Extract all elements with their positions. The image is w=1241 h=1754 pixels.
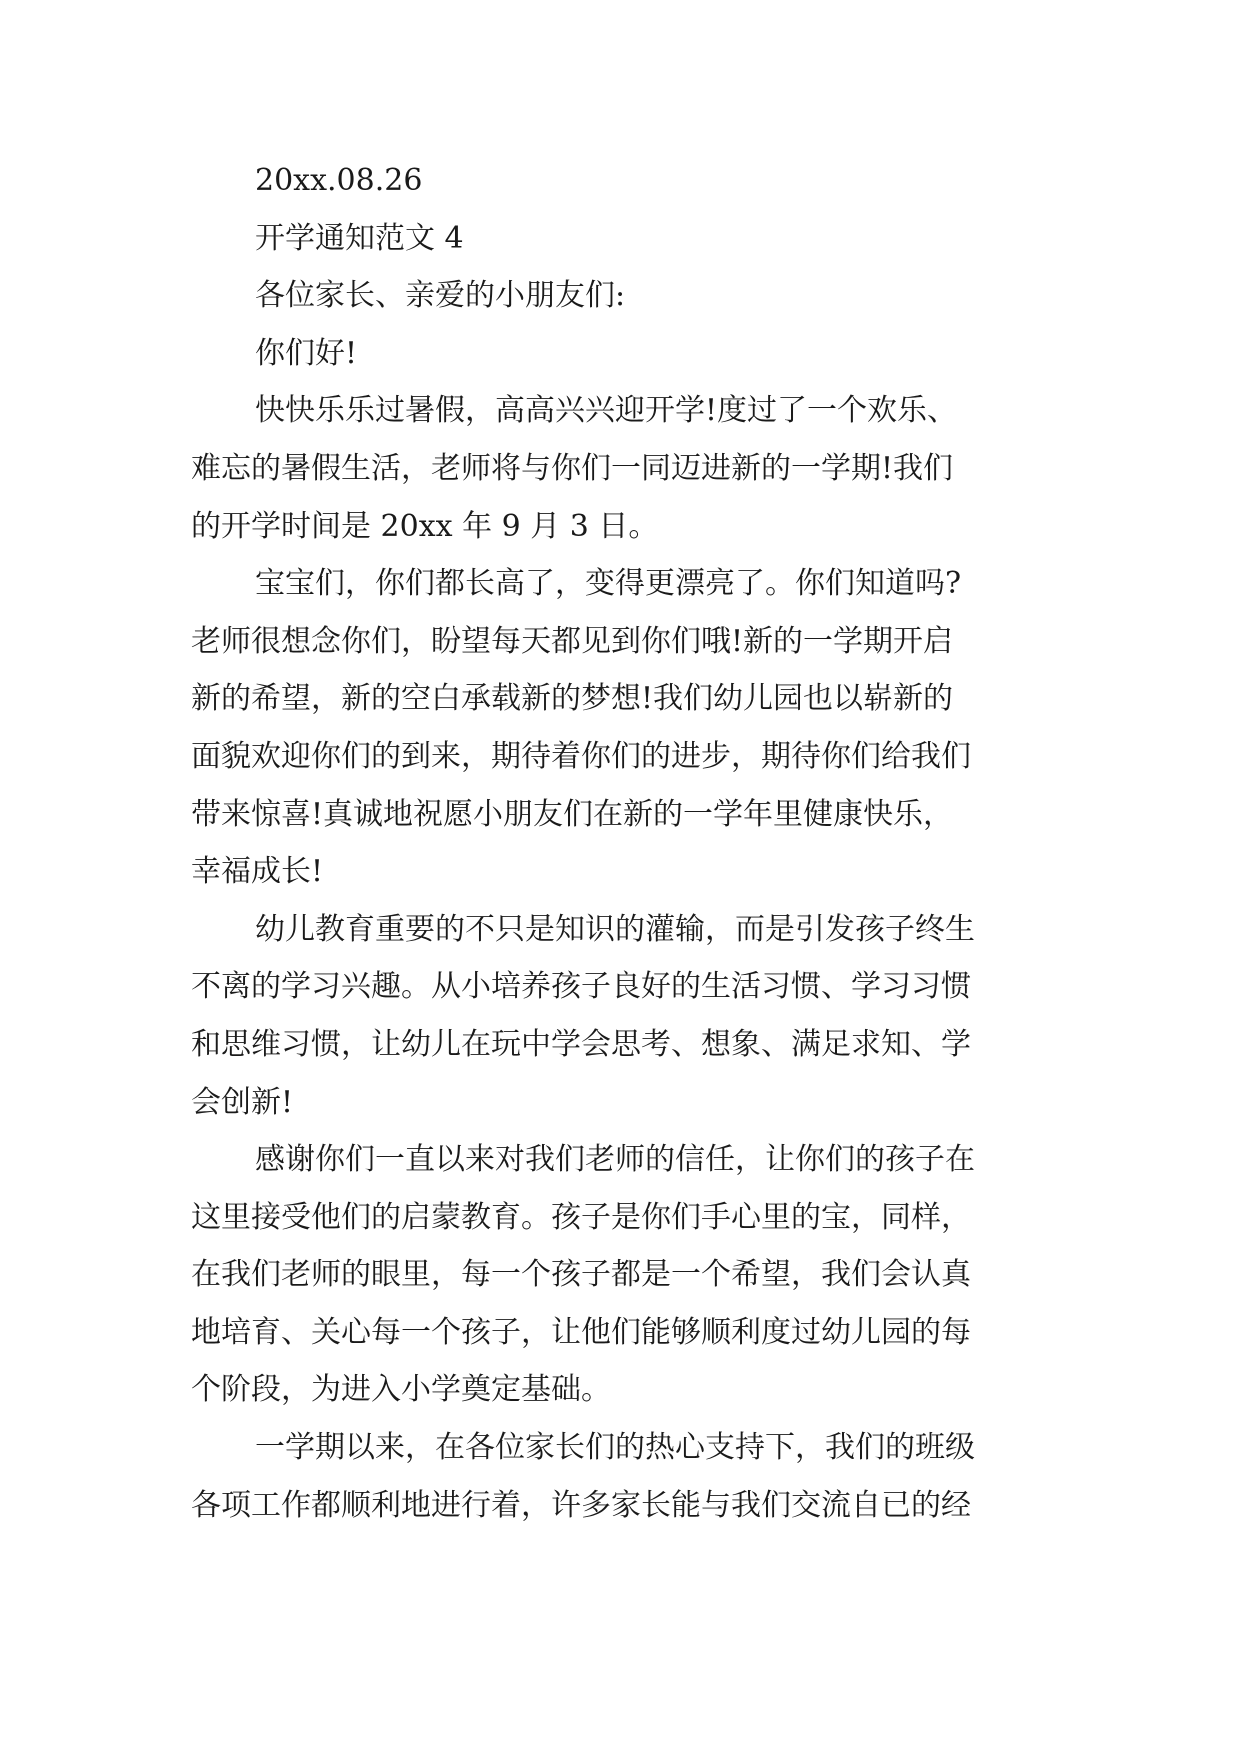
paragraph-4	[191, 1131, 1057, 1419]
paragraph-1	[191, 382, 1057, 555]
paragraph-line: 快快乐乐过暑假，高高兴兴迎开学!度过了一个欢乐、	[255, 393, 958, 429]
paragraph-line: 个阶段，为进入小学奠定基础。	[191, 1372, 611, 1408]
paragraph-line: 会创新!	[191, 1084, 294, 1120]
paragraph-line: 地培育、关心每一个孩子，让他们能够顺利度过幼儿园的每	[191, 1314, 971, 1350]
paragraph-line: 在我们老师的眼里，每一个孩子都是一个希望，我们会认真	[191, 1257, 971, 1293]
paragraph-line: 的开学时间是 20xx 年 9 月 3 日。	[191, 508, 659, 544]
document-salutation: 各位家长、亲爱的小朋友们:	[255, 278, 626, 314]
paragraph-line: 和思维习惯，让幼儿在玩中学会思考、想象、满足求知、学	[191, 1026, 971, 1062]
paragraph-line: 一学期以来，在各位家长们的热心支持下，我们的班级	[255, 1430, 975, 1466]
document-body	[191, 152, 1057, 1534]
document-greeting: 你们好!	[255, 335, 358, 371]
paragraph-line: 新的希望，新的空白承载新的梦想!我们幼儿园也以崭新的	[191, 681, 954, 717]
paragraph-line: 幼儿教育重要的不只是知识的灌输，而是引发孩子终生	[255, 911, 975, 947]
paragraph-5	[191, 1419, 1057, 1534]
paragraph-3	[191, 901, 1057, 1131]
paragraph-line: 面貌欢迎你们的到来，期待着你们的进步，期待你们给我们	[191, 738, 971, 774]
paragraph-line: 这里接受他们的启蒙教育。孩子是你们手心里的宝，同样，	[191, 1199, 971, 1235]
paragraph-line: 老师很想念你们，盼望每天都见到你们哦!新的一学期开启	[191, 623, 954, 659]
paragraph-line: 带来惊喜!真诚地祝愿小朋友们在新的一学年里健康快乐，	[191, 796, 954, 832]
paragraph-line: 难忘的暑假生活，老师将与你们一同迈进新的一学期!我们	[191, 450, 954, 486]
paragraph-line: 宝宝们，你们都长高了，变得更漂亮了。你们知道吗?	[255, 566, 962, 602]
paragraph-line: 感谢你们一直以来对我们老师的信任，让你们的孩子在	[255, 1142, 975, 1178]
paragraph-line: 幸福成长!	[191, 854, 324, 890]
paragraph-line: 各项工作都顺利地进行着，许多家长能与我们交流自已的经	[191, 1487, 971, 1523]
document-title: 开学通知范文 4	[255, 220, 464, 256]
paragraph-2	[191, 555, 1057, 901]
document-date: 20xx.08.26	[255, 163, 423, 198]
paragraph-line: 不离的学习兴趣。从小培养孩子良好的生活习惯、学习习惯	[191, 969, 971, 1005]
